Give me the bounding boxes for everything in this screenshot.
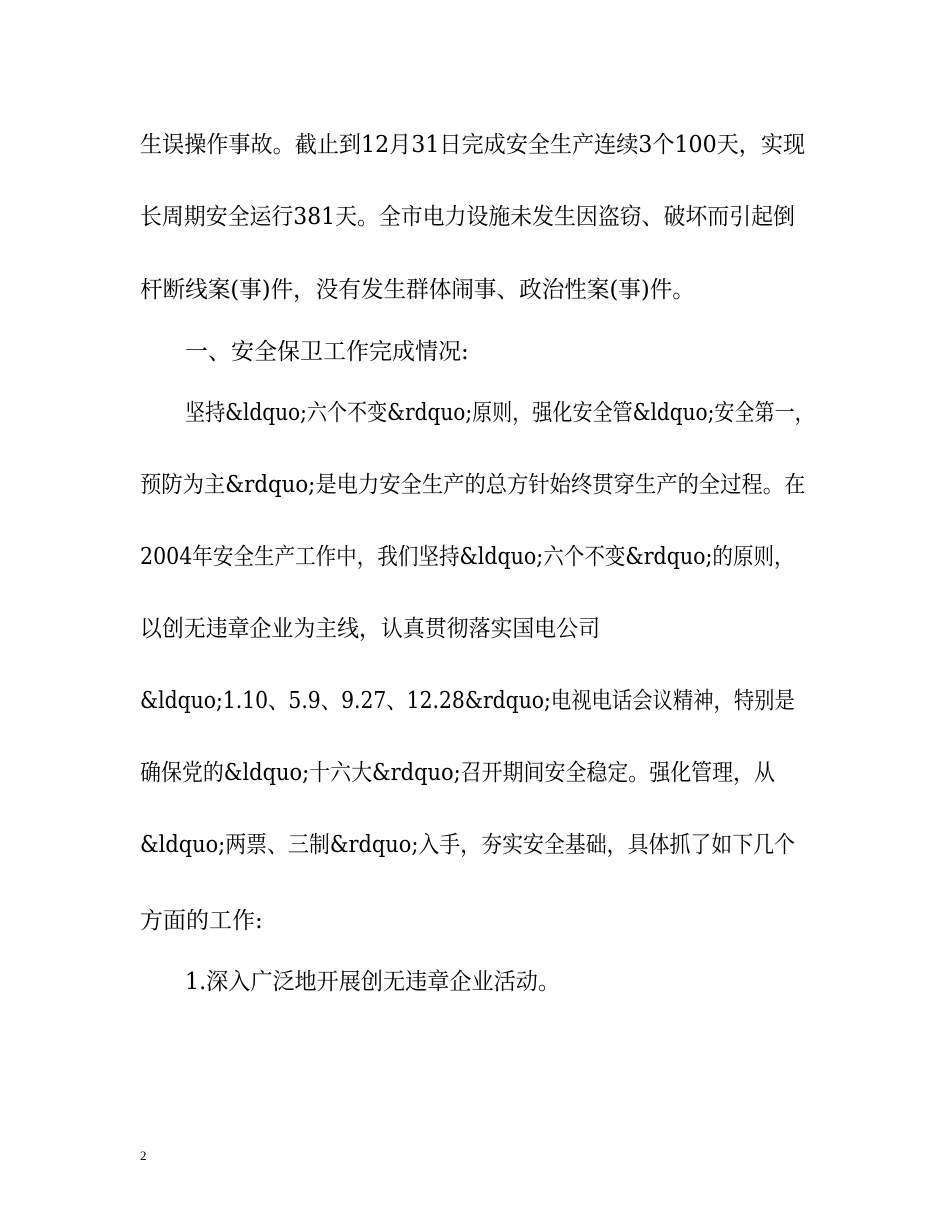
section-heading: 一、安全保卫工作完成情况: [185, 339, 469, 365]
body-text-line: 长周期安全运行381天。全市电力设施未发生因盗窃、破坏而引起倒 [140, 204, 795, 230]
body-text-line: 预防为主&rdquo;是电力安全生产的总方针始终贯穿生产的全过程。在 [140, 472, 806, 498]
body-text-line: 杆断线案(事)件，没有发生群体闹事、政治性案(事)件。 [140, 277, 695, 303]
body-text-line: 2004年安全生产工作中，我们坚持&ldquo;六个不变&rdquo;的原则， [140, 544, 795, 570]
body-text-line: &ldquo;两票、三制&rdquo;入手，夯实安全基础，具体抓了如下几个 [140, 832, 795, 858]
body-text-line: 确保党的&ldquo;十六大&rdquo;召开期间安全稳定。强化管理，从 [140, 760, 775, 786]
list-item: 1.深入广泛地开展创无违章企业活动。 [185, 969, 560, 995]
body-text-line: 坚持&ldquo;六个不变&rdquo;原则，强化安全管&ldquo;安全第一， [185, 400, 815, 426]
body-text-line: 方面的工作: [140, 908, 263, 934]
body-text-line: &ldquo;1.10、5.9、9.27、12.28&rdquo;电视电话会议精神，特别是 [140, 688, 795, 714]
body-text-line: 生误操作事故。截止到12月31日完成安全生产连续3个100天，实现 [140, 132, 806, 158]
page-number: 2 [140, 1148, 147, 1163]
body-text-line: 以创无违章企业为主线，认真贯彻落实国电公司 [140, 616, 601, 642]
